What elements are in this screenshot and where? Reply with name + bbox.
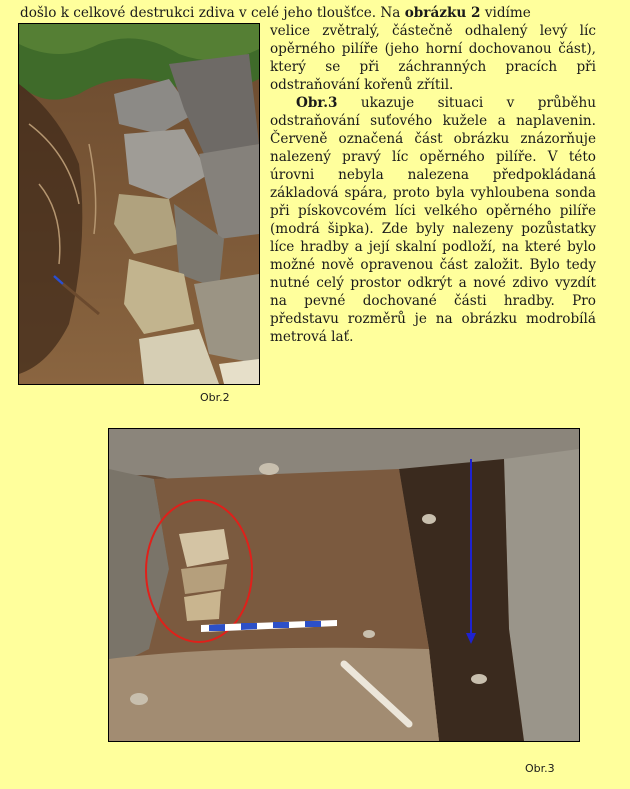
paragraph-2-ref: Obr.3 (296, 95, 338, 111)
paragraph-2 (270, 94, 596, 346)
intro-text-end: vidíme (480, 5, 531, 21)
intro-bold-ref: obrázku 2 (404, 5, 481, 21)
paragraph-1: velice zvětralý, částečně odhalený levý líc opěrného pilíře (jeho horní dochovanou část), který se při záchranných pracích při odstraňování kořenů zřítil. (270, 23, 596, 93)
figure-2-photo (18, 23, 260, 385)
figure-3-caption: Obr.3 (525, 762, 555, 775)
paragraph-2-text: ukazuje situaci v průběhu odstraňování suťového kužele a naplavenin. Červeně označená část obrázku znázorňuje nalezený pravý líc opěrného pilíře. V této úrovni nebyla nalezena předpokládaná základová spára, proto byla vyhloubena sonda při pískovcovém líci velkého opěrného pilíře (modrá šipka). Zde byly nalezeny pozůstatky líce hradby a její skalní podloží, na které bylo možné nově opravenou část založit. Bylo tedy nutné celý prostor odkrýt a nové zdivo vyzdít na pevné dochované části hradby. Pro představu rozměrů je na obrázku modrobílá metrová lať. (270, 95, 596, 345)
figure-2-image (19, 24, 259, 384)
figure-2-caption: Obr.2 (200, 391, 230, 404)
text-column (270, 22, 596, 346)
intro-line (20, 4, 620, 22)
intro-text: došlo k celkové destrukci zdiva v celé jeho tloušťce. Na (20, 5, 405, 21)
figure-3-image (109, 429, 579, 741)
figure-3-photo (108, 428, 580, 742)
